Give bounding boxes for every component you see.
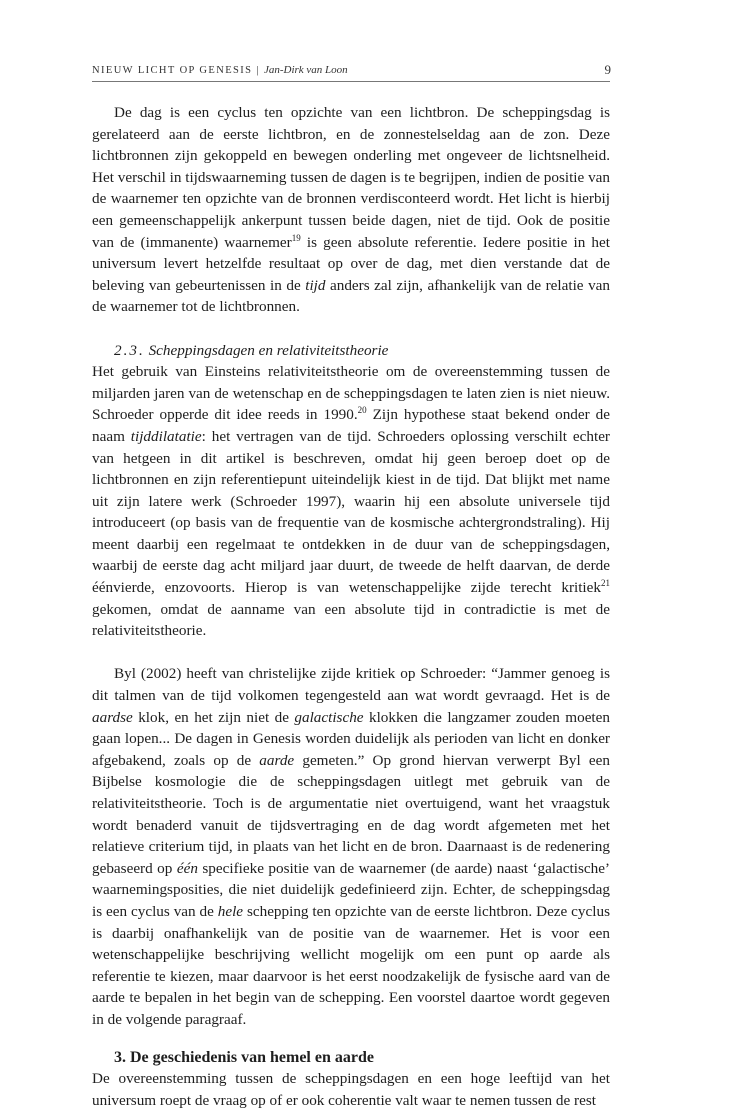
paragraph-2: Het gebruik van Einsteins relativiteitstheorie om de overeenstemming tussen de miljarden jaren van de wetenschap en de scheppingsdagen te laten zien is niet nieuw. Schroeder opperde dit idee reeds in 1990.20 Zijn hypothese staat bekend onder de naam tijddilatatie: het vertragen van de tijd. Schroeders oplossing verschilt echter van hetgeen in dit artikel is beschreven, omdat hij geen beroep doet op de lichtbronnen en zijn referentiepunt uiteindelijk kiest in de tijd. Dat blijkt met name uit zijn latere werk (Schroeder 1997), waarin hij een absolute universele tijd introduceert (op basis van de frequentie van de kosmische achtergrondstraling). Hij meent daarbij een regelmaat te ontdekken in de duur van de scheppingsdagen, waarbij de eerste dag acht miljard jaar duurt, de tweede de helft daarvan, de derde éénvierde, enzovoorts. Hierop is van wetenschappelijke zijde terecht kritiek$^{21}$ gekomen, omdat de aanname van een absolute tijd in contradictie is met de relativiteitstheorie. [92, 363, 610, 640]
spacer [92, 318, 610, 340]
paragraph-3: Byl (2002) heeft van christelijke zijde kritiek op Schroeder: “Jammer genoeg is dit talmen van de tijd volkomen tegengesteld aan wat wordt gevraagd. Het is de aardse klok, en het zijn niet de galactische klokken die langzamer zouden moeten gaan lopen... De dagen in Genesis worden duidelijk als perioden van licht en donker afgebakend, zoals op de aarde gemeten.” Op grond hiervan verwerpt Byl een Bijbelse kosmologie die de scheppingsdagen uitlegt met gebruik van de relativiteitstheorie. Toch is de argumentatie niet overtuigend, want het vraagstuk wordt benaderd vanuit de tijdsvertraging en de dag wordt afgemeten met het relatieve criterium tijd, in plaats van het licht en de bron. Daarnaast is de redenering gebaseerd op één specifieke positie van de waarnemer (de aarde) naast ‘galactische’ waarnemingsposities, die niet duidelijk gedefinieerd zijn. Echter, de scheppingsdag is een cyclus van de hele schepping ten opzichte van de eerste lichtbron. Deze cyclus is daarbij onafhankelijk van de positie van de waarnemer. Het is voor een wetenschappelijke beschrijving wellicht mogelijk om een punt op aarde als referentie te kiezen, maar daarvoor is het eerst noodzakelijk de fysische aard van de aarde te bepalen in het begin van de schepping. Een voorstel daartoe wordt gegeven in de volgende paragraaf. [92, 665, 610, 1028]
section-heading-2-3: 2.3. Scheppingsdagen en relativiteitstheorie [114, 341, 389, 359]
spacer [92, 1031, 610, 1047]
footnote-ref-19[interactable]: 19 [291, 232, 301, 243]
header-separator: | [252, 65, 264, 76]
journal-title: NIEUW LICHT OP GENESIS [92, 65, 253, 76]
paragraph-4: De overeenstemming tussen de scheppingsdagen en een hoge leeftijd van het universum roept de vraag op of er ook coherentie valt waar te nemen tussen de rest [92, 1070, 610, 1109]
footnote-ref-20[interactable]: 20 [357, 405, 367, 416]
paragraph-1: De dag is een cyclus ten opzichte van een lichtbron. De scheppingsdag is gerelateerd aan de eerste lichtbron, en de zonnestelseldag aan de zon. Deze lichtbronnen zijn gekoppeld en bewegen onderling met ongeveer de lichtsnelheid. Het verschil in tijdswaarneming tussen de dagen is te begrijpen, indien de positie van de waarnemer ten opzichte van de bronnen verdisconteerd wordt. Het licht is hierbij een gemeenschappelijk ankerpunt tussen beide dagen, niet de tijd. Ook de positie van de (immanente) waarnemer$^{19}$ is geen absolute referentie. Iedere positie in het universum levert hetzelfde resultaat op over de dag, met dien verstande dat de beleving van gebeurtenissen in de tijd anders zal zijn, afhankelijk van de relatie van de waarnemer tot de lichtbronnen. [92, 104, 610, 316]
footnote-ref-21[interactable]: 21 [601, 578, 610, 589]
running-header [92, 61, 610, 81]
article-body [92, 102, 610, 1111]
header-left [92, 64, 348, 76]
section-heading-3: 3. De geschiedenis van hemel en aarde [114, 1048, 374, 1066]
spacer [92, 642, 610, 664]
page-number: 9 [604, 62, 611, 77]
header-rule [92, 81, 610, 82]
header-author: Jan-Dirk van Loon [263, 64, 348, 76]
